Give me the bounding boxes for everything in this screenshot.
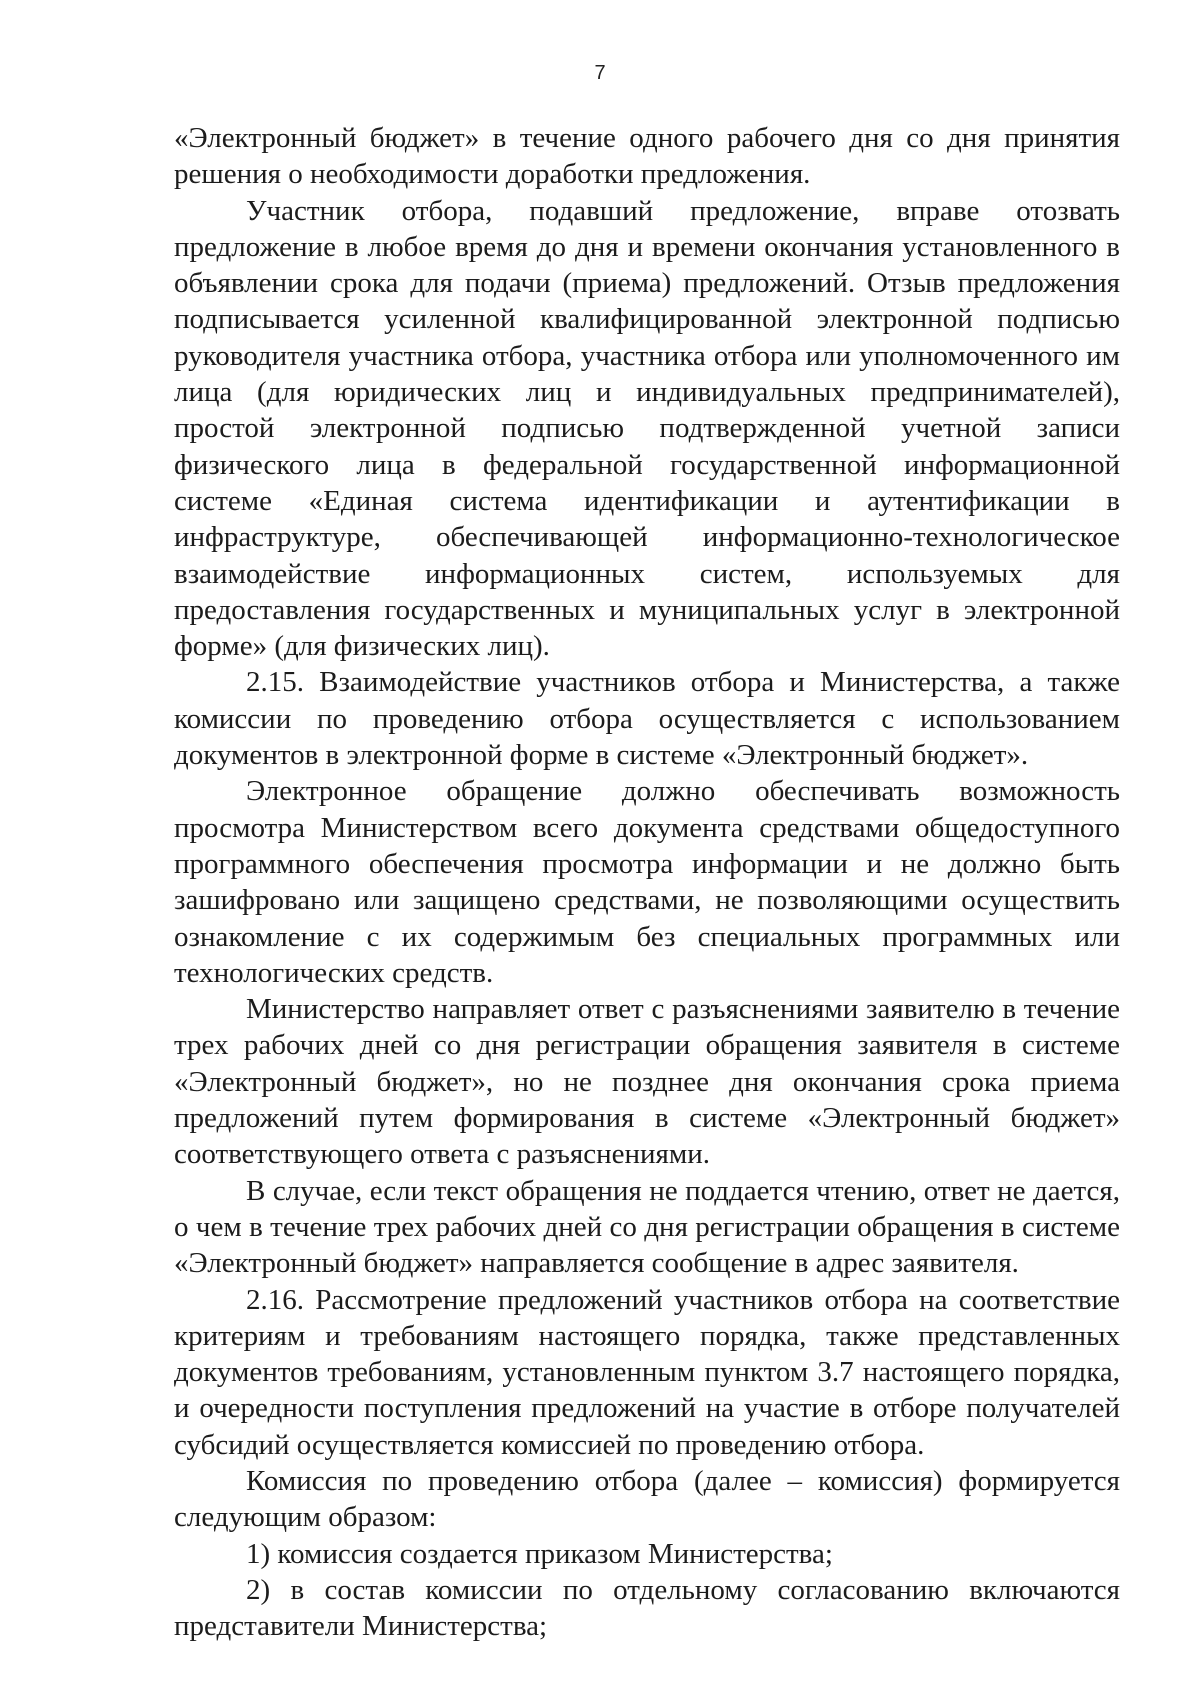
paragraph-2-15: 2.15. Взаимодействие участников отбора и Министерства, а также комиссии по проведению отбора осуществляется с использованием документов в электронной форме в системе «Электронный бюджет». xyxy=(174,666,1120,772)
paragraph-unreadable-text: В случае, если текст обращения не поддается чтению, ответ не дается, о чем в течение трех рабочих дней со дня регистрации обращения в системе «Электронный бюджет» направляется сообщение в адрес заявителя. xyxy=(174,1174,1120,1280)
page-number: 7 xyxy=(594,62,606,84)
list-item-2: 2) в состав комиссии по отдельному согласованию включаются представители Министерства; xyxy=(174,1573,1120,1643)
paragraph-2-16: 2.16. Рассмотрение предложений участников отбора на соответствие критериям и требованиям настоящего порядка, также представленных документов требованиям, установленным пунктом 3.7 настоящего порядка, и очередности поступления предложений на участие в отборе получателей субсидий осуществляется комиссией по проведению отбора. xyxy=(174,1283,1120,1461)
document-body xyxy=(174,120,1120,1644)
paragraph-ministry-response: Министерство направляет ответ с разъяснениями заявителю в течение трех рабочих дней со дня регистрации обращения заявителя в системе «Электронный бюджет», но не позднее дня окончания срока приема предложений путем формирования в системе «Электронный бюджет» соответствующего ответа с разъяснениями. xyxy=(174,993,1120,1171)
list-item-1: 1) комиссия создается приказом Министерства; xyxy=(246,1537,833,1570)
paragraph-electronic-appeal: Электронное обращение должно обеспечивать возможность просмотра Министерством всего документа средствами общедоступного программного обеспечения просмотра информации и не должно быть зашифровано или защищено средствами, не позволяющими осуществить ознакомление с их содержимым без специальных программных или технологических средств. xyxy=(174,775,1120,989)
paragraph-continuation: «Электронный бюджет» в течение одного рабочего дня со дня принятия решения о необходимости доработки предложения. xyxy=(174,122,1120,191)
paragraph-commission-formation: Комиссия по проведению отбора (далее – комиссия) формируется следующим образом: xyxy=(174,1464,1120,1534)
paragraph-withdrawal: Участник отбора, подавший предложение, вправе отозвать предложение в любое время до дня и времени окончания установленного в объявлении срока для подачи (приема) предложений. Отзыв предложения подписывается усиленной квалифицированной электронной подписью руководителя участника отбора, участника отбора или уполномоченного им лица (для юридических лиц и индивидуальных предпринимателей), простой электронной подписью подтвержденной учетной записи физического лица в федеральной государственной информационной системе «Единая система идентификации и аутентификации в инфраструктуре, обеспечивающей информационно-технологическое взаимодействие информационных систем, используемых для предоставления государственных и муниципальных услуг в электронной форме» (для физических лиц). xyxy=(174,194,1120,663)
